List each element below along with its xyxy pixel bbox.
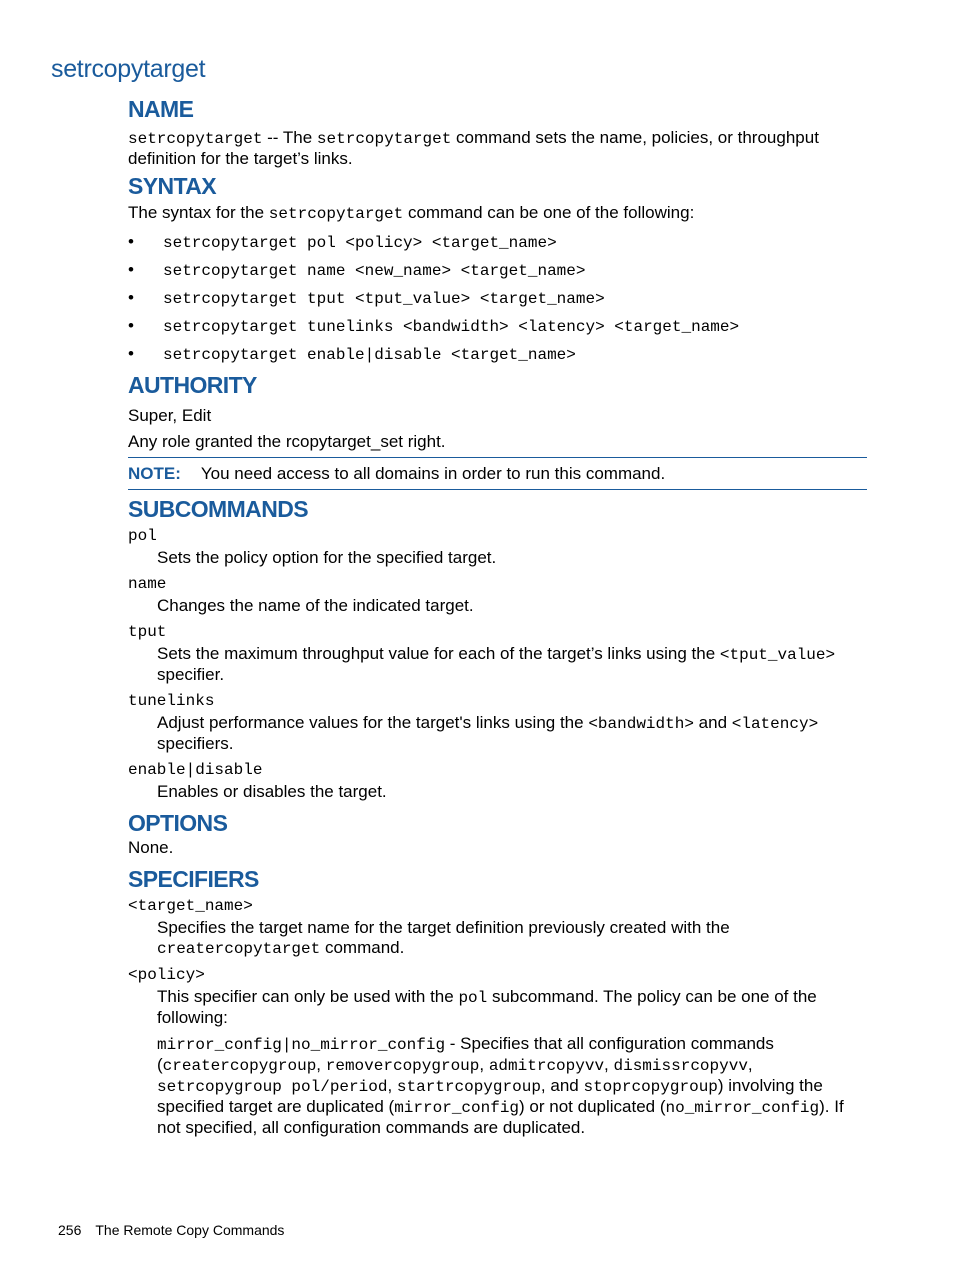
list-item bbox=[128, 344, 868, 372]
syntax-intro bbox=[128, 203, 868, 224]
sep-text: ) or not duplicated ( bbox=[519, 1097, 666, 1116]
subcommand-desc: Sets the policy option for the specified target. bbox=[157, 548, 497, 567]
sep-text: ). If not specified, all configuration commands are duplicated. bbox=[157, 1097, 844, 1137]
section-authority bbox=[128, 370, 868, 452]
policy-desc bbox=[157, 987, 868, 1028]
target-desc-a: Specifies the target name for the target definition previously created with the bbox=[157, 918, 730, 937]
syntax-item: setrcopytarget pol <policy> <target_name> bbox=[163, 234, 557, 252]
syntax-list bbox=[128, 232, 868, 372]
policy-desc-code: pol bbox=[458, 989, 488, 1007]
cmd-code: removercopygroup bbox=[325, 1057, 480, 1075]
options-text: None. bbox=[128, 838, 174, 857]
page-number: 256 bbox=[58, 1222, 82, 1238]
specifier-term: <target_name> bbox=[128, 897, 253, 915]
note-text: You need access to all domains in order to run this command. bbox=[200, 464, 666, 483]
cmd-code: creatercopygroup bbox=[162, 1057, 317, 1075]
subcommand-term: enable|disable bbox=[128, 761, 263, 779]
specifier-desc bbox=[157, 987, 868, 1138]
section-name bbox=[128, 94, 868, 169]
section-syntax bbox=[128, 171, 868, 372]
heading-options: OPTIONS bbox=[128, 810, 228, 836]
list-item bbox=[128, 232, 868, 260]
cmd-code: setrcopygroup pol/period bbox=[157, 1078, 388, 1096]
syntax-intro-b: command can be one of the following: bbox=[403, 203, 695, 222]
syntax-intro-cmd: setrcopytarget bbox=[268, 205, 404, 223]
tput-desc-code: <tput_value> bbox=[719, 646, 836, 664]
section-subcommands bbox=[128, 494, 868, 802]
subcommand-term: pol bbox=[128, 527, 157, 545]
section-specifiers bbox=[128, 864, 868, 1138]
list-item bbox=[128, 260, 868, 288]
syntax-item: setrcopytarget tunelinks <bandwidth> <latency> <target_name> bbox=[163, 318, 740, 336]
heading-syntax: SYNTAX bbox=[128, 173, 216, 199]
chapter-title: The Remote Copy Commands bbox=[95, 1222, 285, 1238]
specifier-list bbox=[128, 896, 868, 1138]
name-description bbox=[128, 128, 868, 169]
name-cmd2: setrcopytarget bbox=[316, 130, 452, 148]
mirror-code: mirror_config|no_mirror_config bbox=[157, 1036, 446, 1054]
tunelinks-desc-a: Adjust performance values for the target's links using the bbox=[157, 713, 589, 732]
specifier-desc bbox=[157, 918, 868, 959]
policy-desc-a: This specifier can only be used with the bbox=[157, 987, 459, 1006]
sep-text: , bbox=[604, 1055, 614, 1074]
subcommand-desc bbox=[157, 713, 868, 754]
bullet-icon: • bbox=[128, 316, 134, 335]
heading-authority: AUTHORITY bbox=[128, 372, 257, 398]
cmd-code: no_mirror_config bbox=[665, 1099, 820, 1117]
authority-line1: Super, Edit bbox=[128, 406, 212, 425]
target-desc-b: command. bbox=[320, 938, 405, 957]
bullet-icon: • bbox=[128, 344, 134, 363]
tunelinks-desc-b: specifiers. bbox=[157, 734, 234, 753]
subcommand-desc: Enables or disables the target. bbox=[157, 782, 387, 801]
sep-text: , bbox=[479, 1055, 489, 1074]
policy-desc-b: subcommand. The policy can be one of the following: bbox=[157, 987, 817, 1027]
tput-desc-b: specifier. bbox=[157, 665, 225, 684]
page-title: setrcopytarget bbox=[51, 55, 206, 83]
subcommand-term: tunelinks bbox=[128, 692, 215, 710]
cmd-code: mirror_config bbox=[394, 1099, 520, 1117]
name-desc-text: command sets the name, policies, or throughput definition for the target’s links. bbox=[128, 128, 819, 168]
mirror-config-desc bbox=[157, 1034, 868, 1138]
name-cmd: setrcopytarget bbox=[128, 130, 263, 148]
cmd-code: dismissrcopyvv bbox=[613, 1057, 748, 1075]
bullet-icon: • bbox=[128, 288, 134, 307]
tput-desc-a: Sets the maximum throughput value for each of the target’s links using the bbox=[157, 644, 720, 663]
specifier-term: <policy> bbox=[128, 966, 205, 984]
list-item bbox=[128, 316, 868, 344]
heading-name: NAME bbox=[128, 96, 194, 122]
sep-text: , bbox=[747, 1055, 753, 1074]
note-box bbox=[128, 457, 867, 490]
heading-specifiers: SPECIFIERS bbox=[128, 866, 259, 892]
subcommand-desc bbox=[157, 644, 868, 685]
tunelinks-code1: <bandwidth> bbox=[588, 715, 694, 733]
syntax-intro-a: The syntax for the bbox=[128, 203, 269, 222]
subcommand-list bbox=[128, 526, 868, 802]
section-options bbox=[128, 808, 868, 858]
bullet-icon: • bbox=[128, 260, 134, 279]
page-footer bbox=[58, 1222, 284, 1238]
sep-text: , bbox=[387, 1076, 397, 1095]
name-sep: -- The bbox=[262, 128, 317, 147]
sep-text: , bbox=[316, 1055, 326, 1074]
heading-subcommands: SUBCOMMANDS bbox=[128, 496, 308, 522]
target-desc-code: creatercopytarget bbox=[157, 940, 321, 958]
bullet-icon: • bbox=[128, 232, 134, 251]
subcommand-term: tput bbox=[128, 623, 167, 641]
syntax-item: setrcopytarget tput <tput_value> <target_name> bbox=[163, 290, 605, 308]
cmd-code: admitrcopyvv bbox=[488, 1057, 605, 1075]
list-item bbox=[128, 288, 868, 316]
sep-text: ) involving the specified target are duplicated ( bbox=[157, 1076, 823, 1116]
document-body bbox=[128, 94, 868, 1144]
syntax-item: setrcopytarget enable|disable <target_name> bbox=[163, 346, 576, 364]
note-label: NOTE: bbox=[128, 464, 181, 483]
syntax-item: setrcopytarget name <new_name> <target_name> bbox=[163, 262, 586, 280]
tunelinks-mid: and bbox=[693, 713, 732, 732]
subcommand-term: name bbox=[128, 575, 167, 593]
tunelinks-code2: <latency> bbox=[731, 715, 819, 733]
sep-text: , and bbox=[540, 1076, 584, 1095]
cmd-code: stoprcopygroup bbox=[583, 1078, 718, 1096]
authority-line2: Any role granted the rcopytarget_set right. bbox=[128, 432, 446, 451]
mirror-text: - Specifies that all configuration commands ( bbox=[157, 1034, 774, 1074]
cmd-code: startrcopygroup bbox=[396, 1078, 541, 1096]
subcommand-desc: Changes the name of the indicated target. bbox=[157, 596, 474, 615]
